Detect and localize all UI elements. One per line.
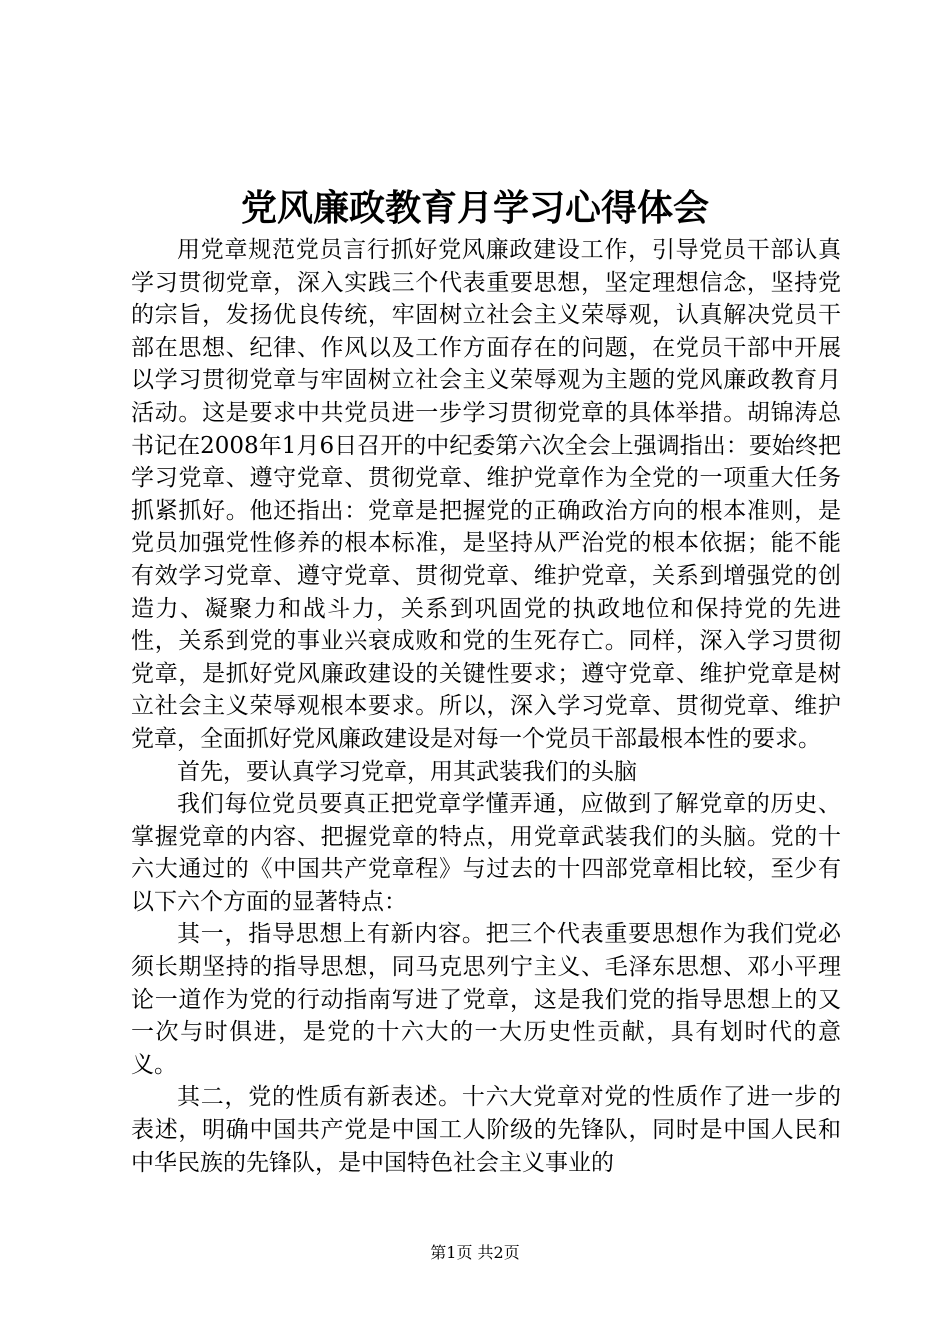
page-footer: 第1页 共2页 (430, 1243, 520, 1262)
paragraph: 首先，要认真学习党章，用其武装我们的头脑 (177, 758, 637, 785)
paragraph: 其一，指导思想上有新内容。把三个代表重要思想作为我们党必须长期坚持的指导思想，同马克思列宁主义、毛泽东思想、邓小平理论一道作为党的行动指南写进了党章，这是我们党的指导思想上的又一次与时俱进，是党的十六大的一大历史性贡献，具有划时代的意义。 (131, 921, 841, 1078)
document-body (131, 234, 841, 1179)
paragraph: 我们每位党员要真正把党章学懂弄通，应做到了解党章的历史、掌握党章的内容、把握党章的特点，用党章武装我们的头脑。党的十六大通过的《中国共产党章程》与过去的十四部党章相比较，至少有以下六个方面的显著特点： (131, 791, 841, 915)
paragraph: 用党章规范党员言行抓好党风廉政建设工作，引导党员干部认真学习贯彻党章，深入实践三个代表重要思想，坚定理想信念，坚持党的宗旨，发扬优良传统，牢固树立社会主义荣辱观，认真解决党员干部在思想、纪律、作风以及工作方面存在的问题，在党员干部中开展以学习贯彻党章与牢固树立社会主义荣辱观为主题的党风廉政教育月活动。这是要求中共党员进一步学习贯彻党章的具体举措。胡锦涛总书记在2008年1月6日召开的中纪委第六次全会上强调指出：要始终把学习党章、遵守党章、贯彻党章、维护党章作为全党的一项重大任务抓紧抓好。他还指出：党章是把握党的正确政治方向的根本准则，是党员加强党性修养的根本标准，是坚持从严治党的根本依据；能不能有效学习党章、遵守党章、贯彻党章、维护党章，关系到增强党的创造力、凝聚力和战斗力，关系到巩固党的执政地位和保持党的先进性，关系到党的事业兴衰成败和党的生死存亡。同样，深入学习贯彻党章，是抓好党风廉政建设的关键性要求；遵守党章、维护党章是树立社会主义荣辱观根本要求。所以，深入学习党章、贯彻党章、维护党章，全面抓好党风廉政建设是对每一个党员干部最根本性的要求。 (131, 237, 841, 752)
document-title: 党风廉政教育月学习心得体会 (240, 187, 709, 229)
paragraph: 其二，党的性质有新表述。十六大党章对党的性质作了进一步的表述，明确中国共产党是中国工人阶级的先锋队，同时是中国人民和中华民族的先锋队，是中国特色社会主义事业的 (131, 1084, 841, 1176)
